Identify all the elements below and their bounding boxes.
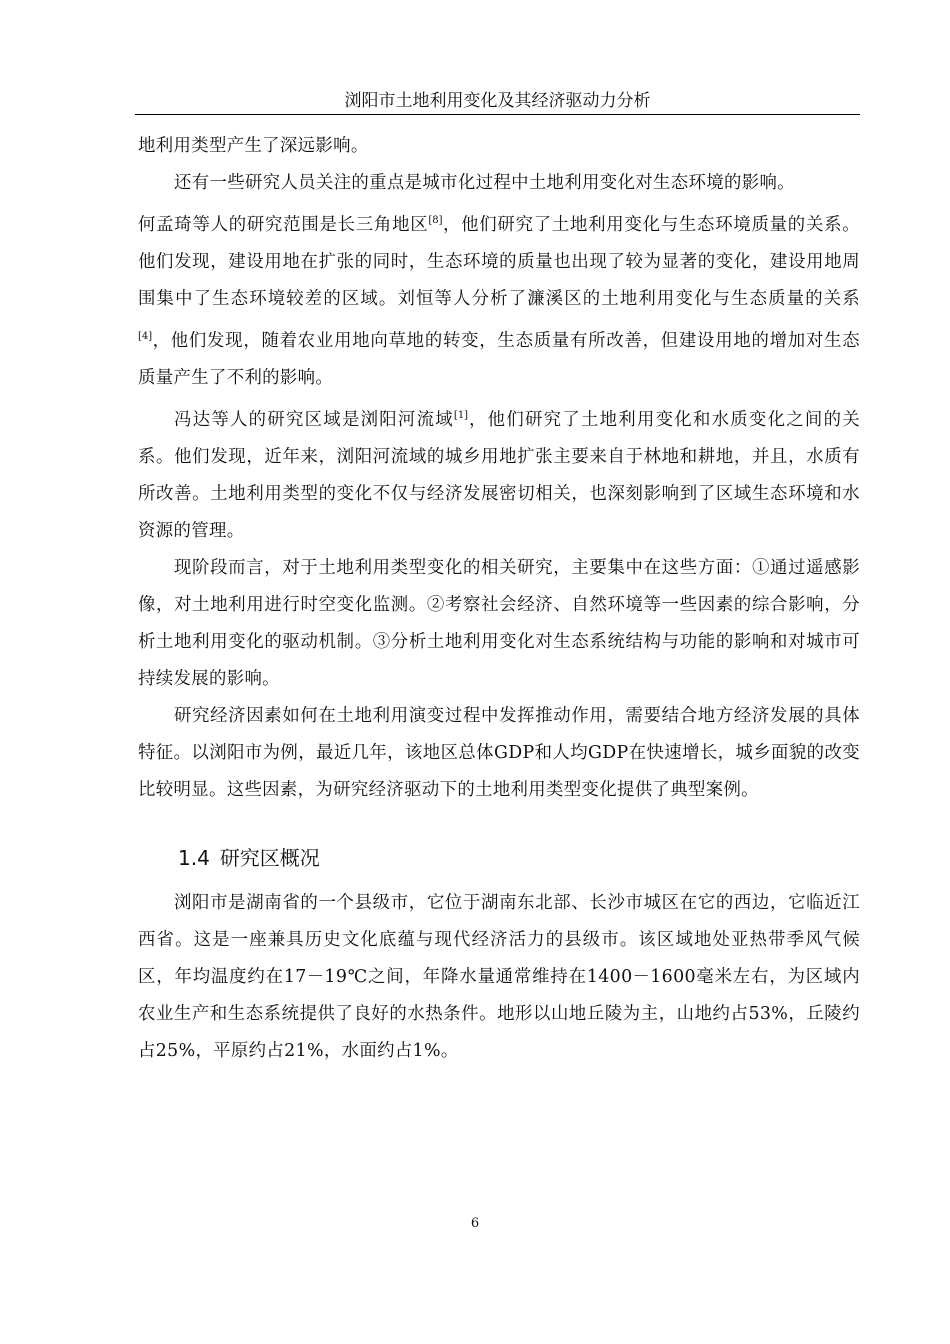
paragraph-text: 冯达等人的研究区域是浏阳河流域 [174,410,454,430]
paragraph-text: ，他们发现，随着农业用地向草地的转变，生态质量有所改善，但建设用地的增加对生态质量产生了不利的影响。 [138,331,860,388]
section-heading [178,843,860,873]
paragraph-text: ，他们研究了土地利用变化与生态环境质量的关系。他们发现，建设用地在扩张的同时，生态环境的质量也出现了较为显著的变化，建设用地周围集中了生态环境较差的区域。刘恒等人分析了濂溪区的土地利用变化与生态质量的关系 [138,215,860,309]
citation-ref: [4] [138,331,153,342]
page-number: 6 [470,1216,480,1231]
paragraph-economic-factors: 研究经济因素如何在土地利用演变过程中发挥推动作用，需要结合地方经济发展的具体特征。以浏阳市为例，最近几年，该地区总体GDP和人均GDP在快速增长，城乡面貌的改变比较明显。这些因素，为研究经济驱动下的土地利用类型变化提供了典型案例。 [138,706,860,800]
paragraph-text: ，他们研究了土地利用变化和水质变化之间的关系。他们发现，近年来，浏阳河流域的城乡用地扩张主要来自于林地和耕地，并且，水质有所改善。土地利用类型的变化不仅与经济发展密切相关，也深刻影响到了区域生态环境和水资源的管理。 [138,410,860,541]
section-number: 1.4 [178,846,210,870]
paragraph-study-area: 浏阳市是湖南省的一个县级市，它位于湖南东北部、长沙市城区在它的西边，它临近江西省。这是一座兼具历史文化底蕴与现代经济活力的县级市。该区域地处亚热带季风气候区，年均温度约在17－19℃之间，年降水量通常维持在1400－1600毫米左右，为区域内农业生产和生态系统提供了良好的水热条件。地形以山地丘陵为主，山地约占53%，丘陵约占25%，平原约占21%，水面约占1%。 [138,893,860,1061]
paragraph-text: 还有一些研究人员关注的重点是城市化过程中土地利用变化对生态环境的影响。 [174,173,795,193]
header-rule [135,114,860,115]
paragraph-he-mengqi [138,202,860,397]
paragraph-research-focus: 现阶段而言，对于土地利用类型变化的相关研究，主要集中在这些方面：①通过遥感影像，对土地利用进行时空变化监测。②考察社会经济、自然环境等一些因素的综合影响，分析土地利用变化的驱动机制。③分析土地利用变化对生态系统结构与功能的影响和对城市可持续发展的影响。 [138,558,860,689]
paragraph-urbanization [138,165,860,202]
citation-ref: [1] [453,410,469,421]
paragraph-text: 何孟琦等人的研究范围是长三角地区 [138,215,429,235]
citation-ref: [8] [428,215,443,226]
section-title: 研究区概况 [219,846,320,870]
paragraph-feng-da [138,397,860,550]
body-text [138,128,860,1070]
paragraph-continuation: 地利用类型产生了深远影响。 [138,136,369,156]
header-title: 浏阳市土地利用变化及其经济驱动力分析 [344,91,651,111]
